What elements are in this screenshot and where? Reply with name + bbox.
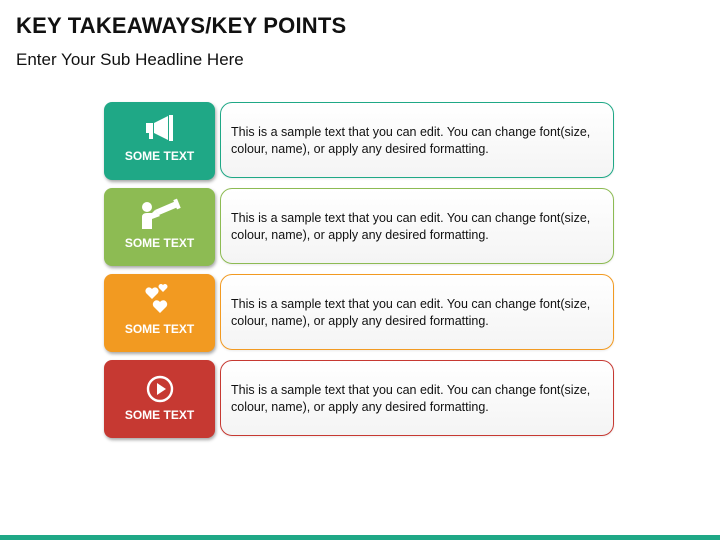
takeaway-text-3: This is a sample text that you can edit. You can change font(size, colour, name), or apply any desired formatting. — [231, 297, 591, 328]
takeaway-row-4 — [104, 360, 616, 440]
takeaway-badge-2[interactable] — [104, 188, 215, 266]
takeaway-textbox-1[interactable] — [220, 102, 614, 178]
takeaway-badge-4[interactable] — [104, 360, 215, 438]
takeaway-textbox-3[interactable] — [220, 274, 614, 350]
hearts-icon — [104, 282, 215, 314]
takeaway-label-3: SOME TEXT — [124, 322, 195, 336]
footer-bar — [0, 535, 720, 540]
page-subtitle: Enter Your Sub Headline Here — [16, 50, 244, 69]
takeaway-label-1: SOME TEXT — [124, 149, 195, 163]
takeaway-textbox-4[interactable] — [220, 360, 614, 436]
megaphone-icon — [104, 112, 215, 144]
takeaway-badge-3[interactable] — [104, 274, 215, 352]
takeaway-text-4: This is a sample text that you can edit. You can change font(size, colour, name), or apply any desired formatting. — [231, 383, 591, 414]
page-title: KEY TAKEAWAYS/KEY POINTS — [16, 13, 347, 38]
takeaway-badge-1[interactable] — [104, 102, 215, 180]
takeaway-text-1: This is a sample text that you can edit. You can change font(size, colour, name), or apply any desired formatting. — [231, 125, 591, 156]
takeaway-label-4: SOME TEXT — [124, 408, 195, 422]
play-button-icon — [104, 373, 215, 405]
telescope-person-icon — [104, 198, 215, 230]
takeaway-label-2: SOME TEXT — [124, 236, 195, 250]
takeaway-row-1 — [104, 102, 616, 182]
takeaway-row-2 — [104, 188, 616, 268]
takeaway-row-3 — [104, 274, 616, 354]
takeaway-textbox-2[interactable] — [220, 188, 614, 264]
takeaway-text-2: This is a sample text that you can edit. You can change font(size, colour, name), or apply any desired formatting. — [231, 211, 591, 242]
